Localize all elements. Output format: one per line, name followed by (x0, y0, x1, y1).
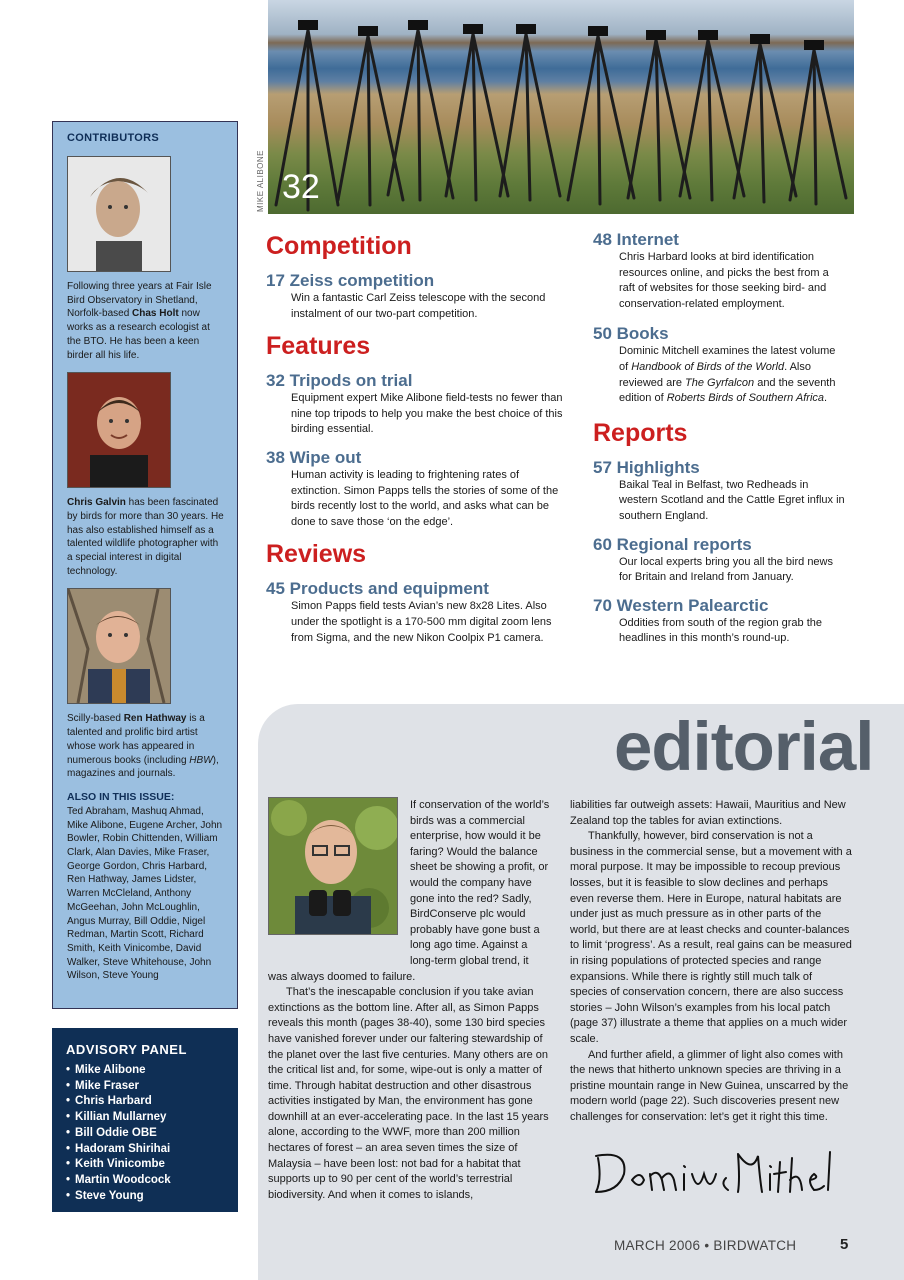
advisory-member: • Chris Harbard (66, 1094, 226, 1110)
entry-desc: Simon Papps field tests Avian’s new 8x28 Lites. Also under the spotlight is a 170-500 mm digital zoom lens from Sigma, and the new Nikon Coolpix P1 camera. (291, 600, 552, 644)
entry-zeiss[interactable] (266, 271, 566, 322)
entry-western-palearctic[interactable] (593, 596, 845, 647)
entry-desc: Our local experts bring you all the bird news for Britain and Ireland from January. (619, 555, 833, 584)
entry-desc: Win a fantastic Carl Zeiss telescope with the second instalment of our two-part competition. (291, 292, 546, 320)
section-reviews: Reviews (266, 540, 367, 569)
section-competition: Competition (266, 232, 412, 260)
tripods-photo (268, 0, 854, 214)
contributor-photo-chas-holt (67, 156, 171, 272)
also-list: Ted Abraham, Mashuq Ahmad, Mike Alibone, Eugene Archer, John Bowler, Robin Chittenden, William Clark, Alan Davies, Mike Fraser, George Gordon, Chris Harbard, Ren Hathway, James Lidster, Warren McCleland, Anthony McGeehan, John McLoughlin, Angus Murray, Bill Oddie, Nigel Redman, Martin Scott, Richard Smith, Keith Vinicombe, David Walker, Steve Whitehouse, John Wilson, Steve Young (67, 805, 223, 982)
advisory-heading: ADVISORY PANEL (66, 1042, 187, 1057)
photo-credit: MIKE ALIBONE (256, 149, 265, 212)
entry-books[interactable] (593, 324, 845, 406)
entry-regional[interactable] (593, 535, 845, 586)
entry-desc: Dominic Mitchell examines the latest volume of Handbook of Birds of the World. Also reviewed are The Gyrfalcon and the seventh edition of Roberts Birds of Southern Africa. (619, 345, 836, 405)
advisory-member: • Mike Fraser (66, 1079, 226, 1095)
entry-wipe-out[interactable] (266, 448, 566, 530)
entry-desc: Chris Harbard looks at bird identification resources online, and picks the best from a raft of websites for those seeking bird- and conservation-related employment. (619, 251, 829, 310)
bio-chris-galvin: Chris Galvin has been fascinated by birds for more than 30 years. He has also established himself as a talented wildlife photographer with a special interest in digital technology. (67, 497, 224, 577)
footer-issue: MARCH 2006 • BIRDWATCH (614, 1238, 797, 1253)
entry-desc: Human activity is leading to frightening rates of extinction. Simon Papps tells the stories of some of the birds recently lost to the world, and asks what can be done to save those ‘on the edge’. (291, 468, 559, 528)
photo-page-number: 32 (282, 168, 320, 206)
entry-title: 70 Western Palearctic (593, 595, 769, 615)
contributor-photo-chris-galvin (67, 372, 171, 488)
advisory-member: • Martin Woodcock (66, 1173, 226, 1189)
editorial-title: editorial (614, 708, 874, 785)
entry-title: 45 Products and equipment (266, 579, 489, 599)
entry-title: 38 Wipe out (266, 447, 362, 467)
contributors-panel (52, 121, 238, 1009)
entry-desc: Baikal Teal in Belfast, two Redheads in western Scotland and the Cattle Egret influx in southern England. (619, 478, 845, 522)
section-features: Features (266, 332, 371, 361)
advisory-member: • Steve Young (66, 1189, 226, 1205)
also-heading: ALSO IN THIS ISSUE: (67, 790, 175, 803)
editorial-paragraph: And further afield, a glimmer of light also comes with the news that hitherto unknown species are thriving in a pristine mountain range in New Guinea, unscarred by the modern world (page 22). Such discoveries present new challenges for conservation: let’s get it right this time. (570, 1048, 849, 1123)
page-number: 5 (840, 1236, 849, 1253)
entry-title: 32 Tripods on trial (266, 371, 413, 391)
advisory-member: • Keith Vinicombe (66, 1157, 226, 1173)
entry-highlights[interactable] (593, 458, 845, 525)
editorial-column-1 (268, 798, 550, 1203)
entry-title: 57 Highlights (593, 457, 700, 477)
editorial-column-2 (570, 798, 852, 1125)
entry-tripods[interactable] (266, 371, 566, 438)
contents-left (266, 232, 566, 646)
advisory-member: • Killian Mullarney (66, 1110, 226, 1126)
advisory-member: • Bill Oddie OBE (66, 1126, 226, 1142)
bio-ren-hathway: Scilly-based Ren Hathway is a talented and prolific bird artist whose work has appeared in numerous books (including HBW), magazines and journals. (67, 713, 219, 780)
editor-signature (588, 1140, 848, 1210)
entry-title: 17 Zeiss competition (266, 271, 435, 290)
editorial-paragraph: That’s the inescapable conclusion if you take avian extinctions as the bottom line. After all, as Simon Papps reveals this month (pages 38-40), some 130 bird species have vanished forever under our faltering stewardship of the planet over the last five centuries. Many others are on the critical list and, for some, wipe-out is only a matter of time. Through habitat destruction and other disastrous activities instigated by Man, the environment has gone downhill at an ever-accelerating pace. In the last 15 years alone, according to the WWF, more than 200 million hectares of forest – an area seven times the size of Malaysia – have been lost: not bad for a habitat that supports up to 90 per cent of the world’s terrestrial biodiversity. And when it comes to islands, (268, 986, 549, 1201)
entry-desc: Oddities from south of the region grab the headlines in this month’s round-up. (619, 616, 823, 645)
entry-products[interactable] (266, 579, 566, 646)
contributor-photo-ren-hathway (67, 588, 171, 704)
entry-title: 50 Books (593, 324, 669, 344)
contents-right (593, 230, 845, 647)
entry-title: 48 Internet (593, 230, 679, 249)
editorial-paragraph: liabilities far outweigh assets: Hawaii, Mauritius and New Zealand top the tables for avian extinctions. (570, 799, 846, 827)
editorial-paragraph: Thankfully, however, bird conservation is not a business in the commercial sense, but a movement with a moral purpose. It may be impossible to recoup previous losses, but it is feasible to slow declines and perhaps even reverse them. Here in Europe, natural habitats are under just as much pressure as in other parts of the world, but there are at least checks and counter-balances to limit ‘progress’. As a result, real gains can be measured in rising populations of protected species and range expansions. While there is rightly still much talk of species of conservation concern, there are also success stories – John Wilson’s examples from his local patch (page 37) illustrate a theme that applies on a much wider scale. (570, 830, 852, 1045)
editorial-paragraph: If conservation of the world’s birds was a commercial enterprise, how would it be faring? Would the balance sheet be showing a profit, or would the company have gone into the red? Sadly, BirdConserve plc would probably have gone bust a long ago time. Against a long-term global trend, it was always doomed to failure. (268, 799, 550, 983)
tripods-illustration (268, 0, 854, 214)
entry-internet[interactable] (593, 230, 845, 312)
advisory-member: • Mike Alibone (66, 1063, 226, 1079)
advisory-list (66, 1063, 226, 1204)
entry-desc: Equipment expert Mike Alibone field-tests no fewer than nine top tripods to help you make the best choice of this birding essential. (291, 392, 563, 436)
contributors-heading: CONTRIBUTORS (67, 132, 160, 144)
advisory-member: • Hadoram Shirihai (66, 1142, 226, 1158)
also-in-this-issue (67, 791, 225, 983)
advisory-panel (52, 1028, 238, 1212)
entry-title: 60 Regional reports (593, 534, 752, 554)
section-reports: Reports (593, 418, 688, 447)
bio-chas-holt: Following three years at Fair Isle Bird Observatory in Shetland, Norfolk-based Chas Holt now works as a research ecologist at the BTO. He has been a keen birder all his life. (67, 281, 212, 361)
